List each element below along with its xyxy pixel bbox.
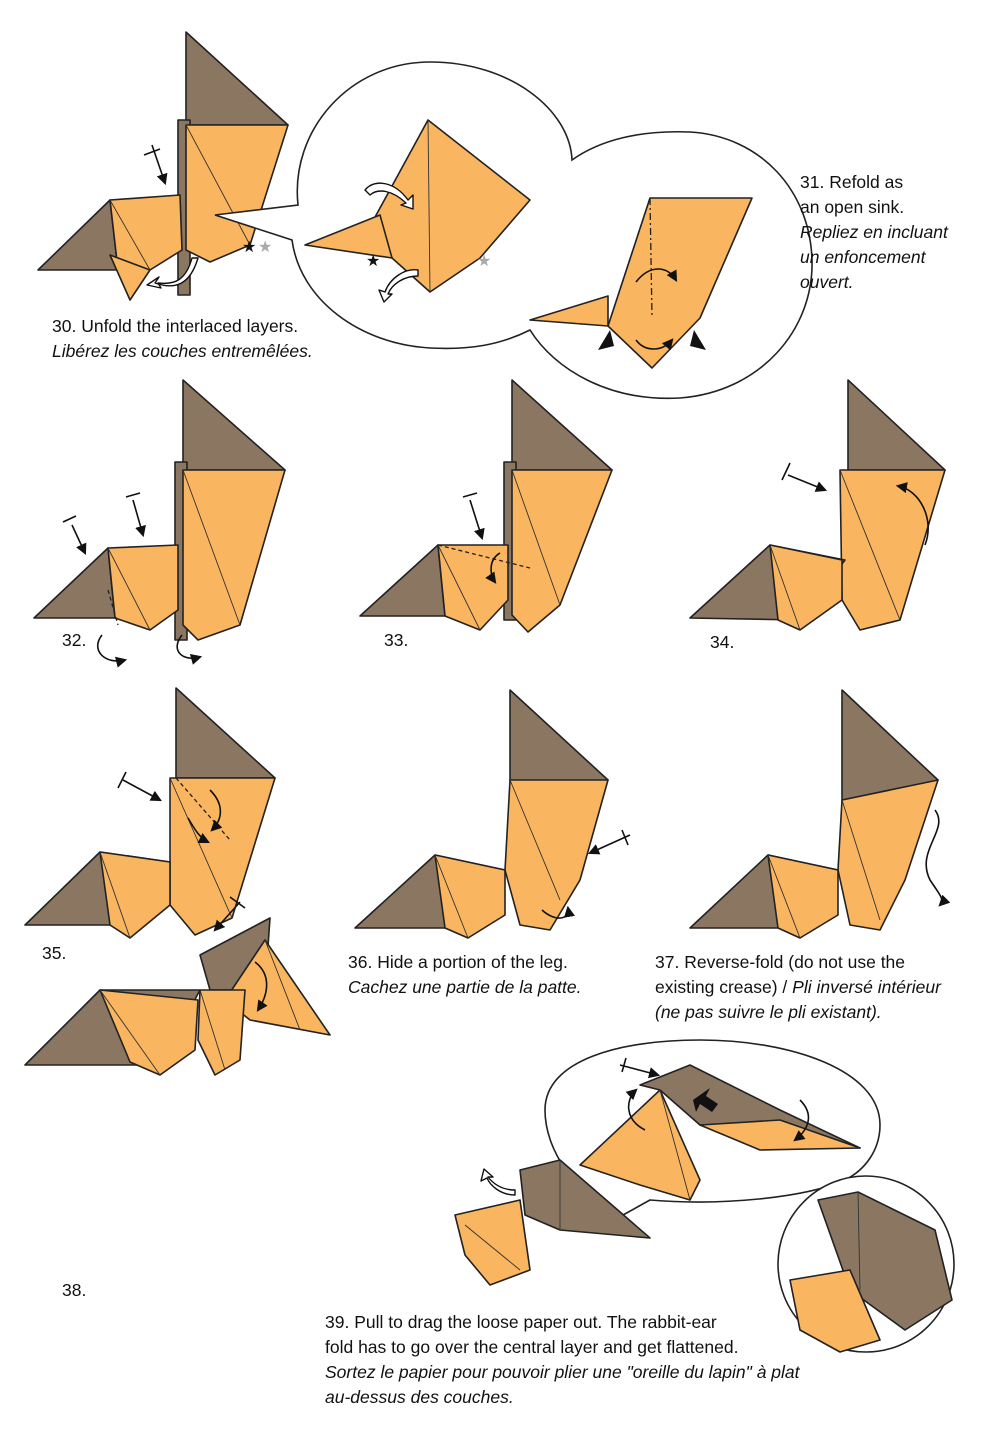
step-32-model	[34, 380, 285, 661]
step-35-number: 35.	[42, 943, 67, 963]
step-36-caption: 36. Hide a portion of the leg. Cachez une partie de la patte.	[348, 952, 582, 997]
step-30-fr: Libérez les couches entremêlées.	[52, 341, 313, 361]
star-icon: ★	[258, 239, 273, 256]
step-34-number: 34.	[710, 632, 735, 652]
step-39-caption: 39. Pull to drag the loose paper out. The rabbit-ear fold has to go over the central layer and get flattened. Sortez le papier pour pouvoir plier une "oreille du lapin" à plat au-dessus des couches.	[325, 1312, 800, 1407]
step-36-model	[355, 690, 630, 938]
step-35-model	[25, 688, 275, 938]
step-37-caption: 37. Reverse-fold (do not use the existing crease) / Pli inversé intérieur (ne pas suivre le pli existant).	[655, 952, 941, 1022]
star-icon: ★	[366, 253, 381, 270]
step-32-number: 32.	[62, 630, 87, 650]
star-icon: ★	[477, 253, 492, 270]
step-30-en: 30. Unfold the interlaced layers.	[52, 316, 299, 336]
step-33-number: 33.	[384, 630, 409, 650]
unfold-arrow-icon	[481, 1169, 515, 1195]
step-31-caption: 31. Refold as an open sink. Repliez en incluant un enfoncement ouvert.	[800, 172, 948, 292]
step-33-model	[360, 380, 612, 632]
step-30-model	[38, 32, 288, 300]
step-38-number: 38.	[62, 1280, 87, 1300]
step-34-model	[690, 380, 945, 630]
step-37-model	[690, 690, 942, 938]
step-30-caption	[52, 314, 313, 364]
star-icon: ★	[242, 239, 257, 256]
